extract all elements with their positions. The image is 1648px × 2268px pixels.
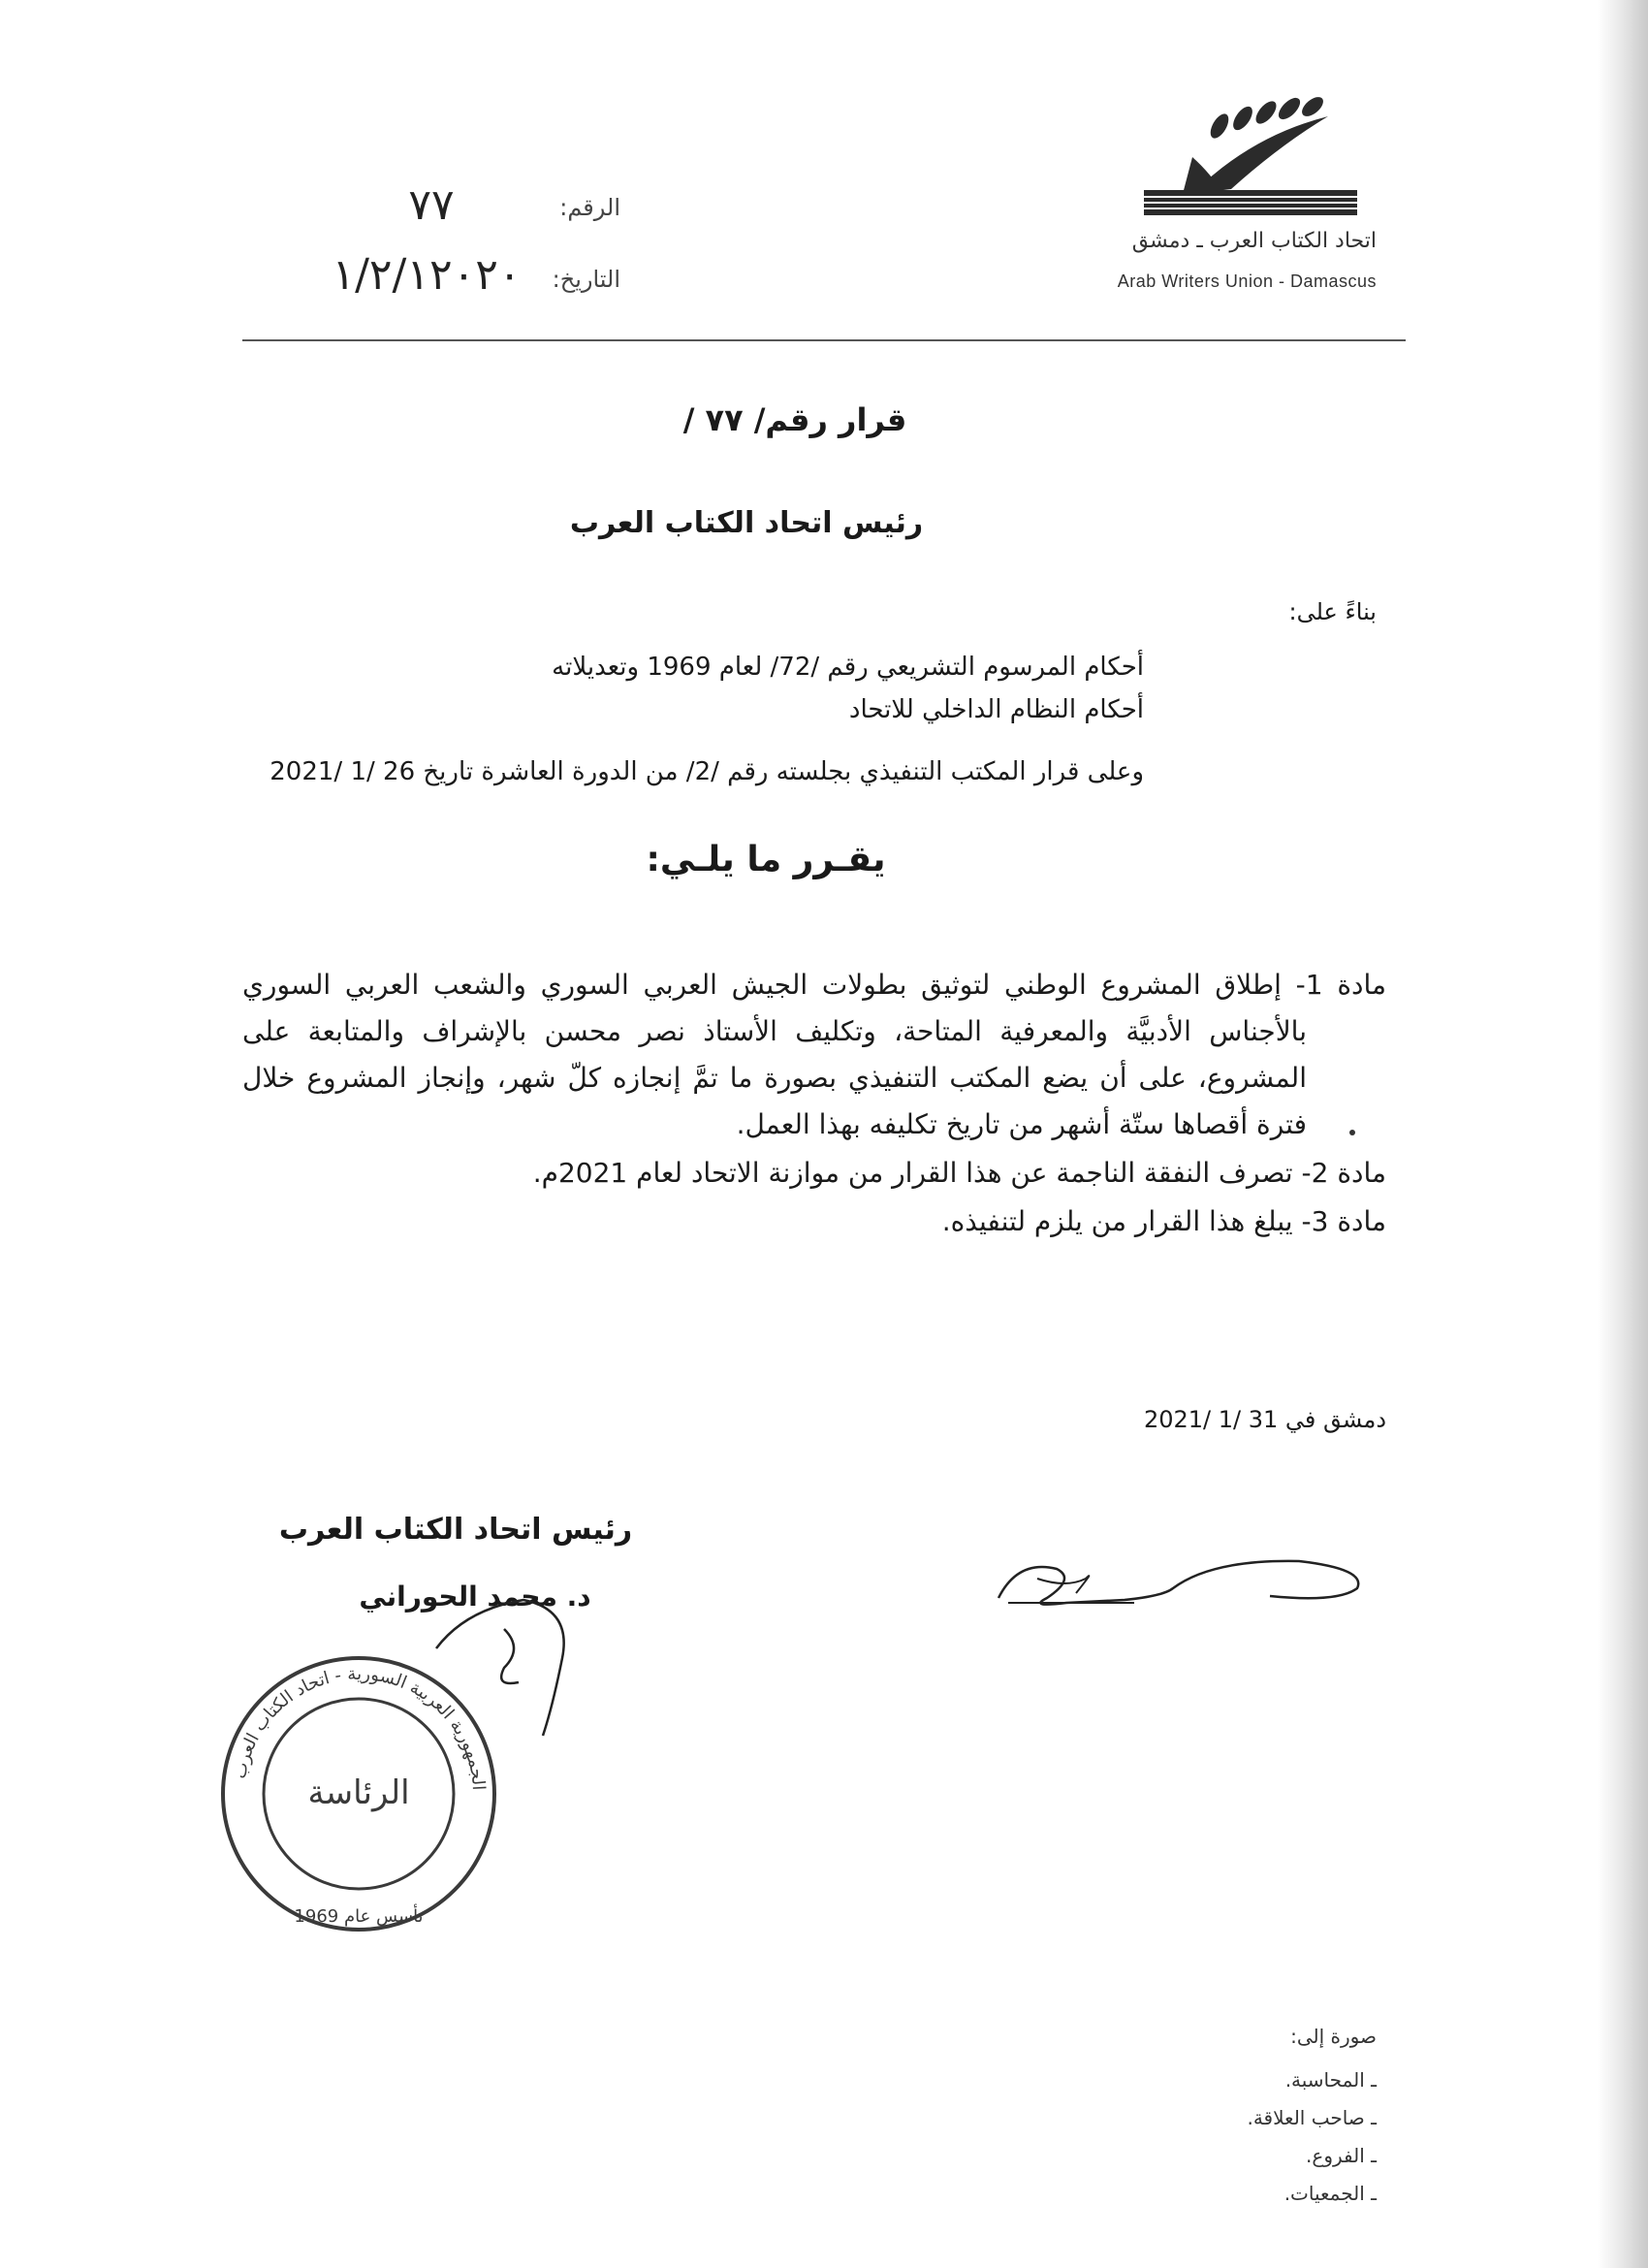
svg-text:تأسس عام 1969: تأسس عام 1969: [294, 1906, 424, 1927]
signatory-title: رئيس اتحاد الكتاب العرب: [278, 1513, 633, 1547]
page-scan-edge: [1598, 0, 1648, 2268]
union-logo-icon: [1134, 97, 1367, 223]
ref-number-label: الرقم:: [559, 194, 620, 221]
decision-title: قرار رقم/ ٧٧ /: [682, 401, 907, 438]
article-label: مادة 1-: [1295, 969, 1386, 1001]
org-name-arabic: اتحاد الكتاب العرب ـ دمشق: [1131, 229, 1377, 253]
article-label: مادة 3-: [1301, 1205, 1386, 1237]
basis-line: أحكام المرسوم التشريعي رقم /72/ لعام 1969 وتعديلاته: [552, 653, 1144, 682]
signatory-name: د. محمد الحوراني: [359, 1581, 591, 1613]
place-and-date: دمشق في 31 /1 /2021: [1143, 1406, 1386, 1433]
article-text: يبلغ هذا القرار من يلزم لتنفيذه.: [941, 1205, 1293, 1237]
basis-label: بناءً على:: [1288, 598, 1377, 625]
ref-number-value: ٧٧: [408, 180, 455, 230]
articles-list: [242, 962, 1386, 1245]
svg-text:الجمهورية العربية السورية - ات: الجمهورية العربية السورية - اتحاد الكتاب العرب: [229, 1663, 489, 1791]
basis-line: وعلى قرار المكتب التنفيذي بجلسته رقم /2/ من الدورة العاشرة تاريخ 26 /1 /2021: [269, 757, 1144, 786]
basis-line: أحكام النظام الداخلي للاتحاد: [848, 695, 1144, 724]
header-divider: [242, 339, 1406, 341]
copies-label: صورة إلى:: [1290, 2025, 1377, 2048]
article-text: تصرف النفقة الناجمة عن هذا القرار من موازنة الاتحاد لعام 2021م.: [532, 1157, 1293, 1189]
list-item: ـ صاحب العلاقة.: [1247, 2106, 1377, 2129]
list-item: ـ الجمعيات.: [1284, 2182, 1377, 2205]
list-item: ـ الفروع.: [1306, 2144, 1377, 2167]
date-value: ١/٢/١٢٠٢٠: [332, 250, 522, 300]
margin-mark: [1349, 1130, 1355, 1135]
issuer-title: رئيس اتحاد الكتاب العرب: [569, 506, 924, 540]
date-label: التاريخ:: [552, 266, 620, 293]
copies-list: [1066, 2061, 1377, 2213]
article-2: [242, 1150, 1386, 1197]
official-seal-icon: [213, 1648, 504, 1939]
article-3: [242, 1198, 1386, 1245]
article-label: مادة 2-: [1301, 1157, 1386, 1189]
handwritten-signature-icon: [979, 1549, 1386, 1627]
svg-text:الرئاسة: الرئاسة: [307, 1773, 410, 1812]
decides-heading: يقـرر ما يلـي:: [646, 840, 886, 879]
article-1: [242, 962, 1386, 1148]
article-text: إطلاق المشروع الوطني لتوثيق بطولات الجيش العربي السوري والشعب العربي السوري بالأجناس الأدبيَّة والمعرفية المتاحة، وتكليف الأستاذ نصر محسن بالإشراف والمتابعة على المشروع، على أن يضع المكتب التنفيذي بصورة ما تمَّ إنجازه كلّ شهر، وإنجاز المشروع خلال فترة أقصاها ستّة أشهر من تاريخ تكليفه بهذا العمل.: [242, 969, 1307, 1140]
org-name-english: Arab Writers Union - Damascus: [1117, 272, 1377, 291]
list-item: ـ المحاسبة.: [1284, 2068, 1377, 2092]
